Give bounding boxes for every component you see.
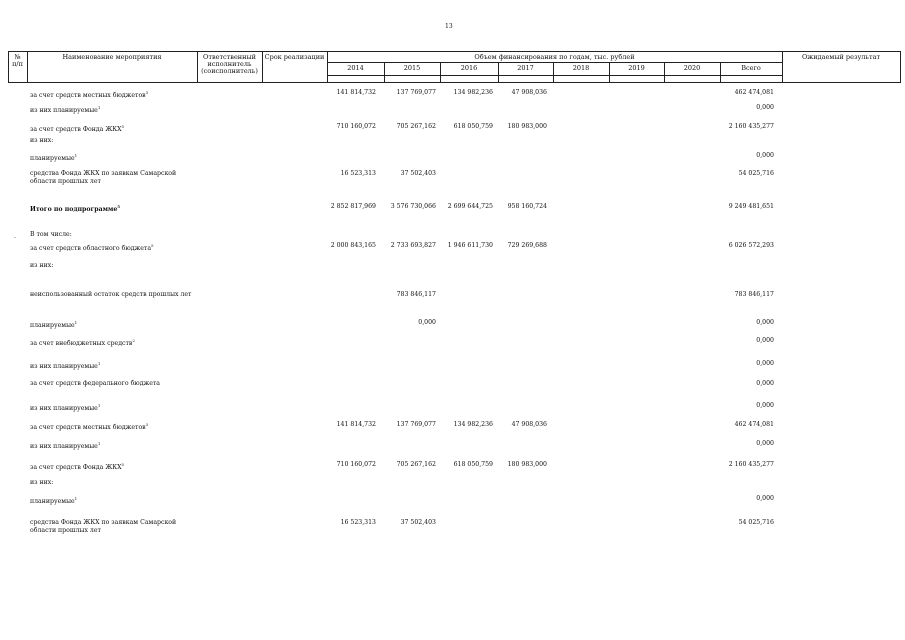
footnote-mark: 1 [97,403,101,408]
cell-v2015: 0,000 [418,319,436,326]
cell-v2014: 2 852 817,969 [330,203,376,210]
cell-total: 0,000 [756,152,774,159]
cell-total: 2 160 435,277 [728,461,774,468]
row-label-text: за счет средств Фонда ЖКХ [30,464,122,472]
row-label [30,479,195,487]
footnote-mark: 5 [117,204,121,209]
cell-total: 0,000 [756,495,774,502]
row-label [30,319,195,330]
row-label [30,231,195,239]
row-label-text: из них планируемые [30,443,98,451]
row-label [30,337,195,348]
row-label-text: средства Фонда ЖКХ по заявкам Самарской области прошлых лет [30,519,177,534]
cell-total: 783 846,117 [734,291,774,298]
row-label [30,461,195,472]
header-name: Наименование мероприятия [62,53,162,61]
year-2018: 2018 [572,64,590,72]
row-label-text: из них: [30,262,54,269]
cell-v2016: 134 982,236 [453,421,493,428]
row-label [30,104,195,115]
row-label [30,291,195,299]
row-label [30,380,195,388]
header-year-divider [327,62,782,63]
footnote-mark: 5 [121,462,125,467]
cell-total: 0,000 [756,104,774,111]
cell-total: 0,000 [756,337,774,344]
year-2020: 2020 [683,64,701,72]
row-label-text: из них: [30,479,54,486]
cell-v2015: 705 267,162 [396,123,436,130]
cell-total: 0,000 [756,319,774,326]
footnote-mark: 2 [132,338,135,343]
row-label-text: за счет внебюджетных средств [30,340,133,348]
row-label [30,519,195,535]
cell-total: 0,000 [756,380,774,387]
row-label [30,360,195,371]
row-label-text: планируемые [30,322,75,330]
cell-v2016: 618 050,759 [453,461,493,468]
cell-v2014: 16 523,313 [340,519,376,526]
cell-v2015: 37 502,403 [400,170,436,177]
row-label-text: за счет средств областного бюджета [30,245,152,253]
row-label [30,123,195,134]
cell-total: 6 026 572,293 [728,242,774,249]
row-label-text: за счет средств местных бюджетов [30,424,146,432]
header-responsible: Ответственный исполнитель (соисполнитель) [201,53,258,75]
page-number: 13 [445,23,453,30]
cell-v2015: 783 846,117 [396,291,436,298]
cell-v2014: 710 160,072 [336,461,376,468]
row-label [30,242,195,253]
row-label-text: из них планируемые [30,405,98,413]
row-label [30,89,195,100]
footnote-mark: 1 [97,441,101,446]
row-label-text: за счет средств местных бюджетов [30,92,146,100]
row-label-text: за счет средств федерального бюджета [30,380,160,387]
row-label [30,262,195,270]
cell-v2014: 141 814,732 [336,421,376,428]
cell-total: 0,000 [756,402,774,409]
cell-v2017: 180 983,000 [507,461,547,468]
cell-v2017: 47 908,036 [511,89,547,96]
cell-v2016: 1 946 611,730 [447,242,493,249]
cell-v2016: 2 699 644,725 [447,203,493,210]
cell-v2014: 141 814,732 [336,89,376,96]
year-2015: 2015 [403,64,421,72]
row-label [30,137,195,145]
row-label-text: из них: [30,137,54,144]
cell-total: 0,000 [756,360,774,367]
cell-v2015: 137 769,077 [396,89,436,96]
cell-v2015: 3 576 730,066 [390,203,436,210]
row-label [30,440,195,451]
row-label-text: неиспользованный остаток средств прошлых лет [30,291,192,298]
header-bottom-border [8,82,901,83]
cell-v2017: 47 908,036 [511,421,547,428]
row-label-text: планируемые [30,155,75,163]
row-label [30,402,195,413]
cell-v2017: 729 269,688 [507,242,547,249]
cell-v2014: 16 523,313 [340,170,376,177]
year-total: Всего [741,64,761,72]
footnote-mark: 1 [97,105,101,110]
cell-total: 54 025,716 [738,170,774,177]
row-label-text: В том числе: [30,231,72,238]
footnote-mark: 1 [74,496,78,501]
cell-total: 54 025,716 [738,519,774,526]
cell-v2016: 134 982,236 [453,89,493,96]
header-period: Срок реализации [264,53,325,61]
cell-v2014: 2 000 843,165 [330,242,376,249]
cell-v2015: 2 733 693,827 [390,242,436,249]
year-2017: 2017 [517,64,534,72]
cell-total: 0,000 [756,440,774,447]
header-funding: Объем финансирования по годам, тыс. рублей [474,53,635,61]
row-label-text: за счет средств Фонда ЖКХ [30,126,122,134]
row-bullet: . [14,233,16,240]
year-2016: 2016 [460,64,478,72]
cell-v2015: 137 769,077 [396,421,436,428]
cell-v2015: 37 502,403 [400,519,436,526]
row-label [30,170,195,186]
row-label [30,152,195,163]
footnote-mark: 5 [121,124,125,129]
footnote-mark: 3 [145,90,149,95]
row-label-text: Итого по подпрограмме [30,206,118,214]
cell-total: 462 474,081 [734,421,774,428]
header-num: № п/п [12,53,23,68]
row-label [30,421,195,432]
col-border [900,51,901,82]
cell-v2017: 180 983,000 [507,123,547,130]
cell-v2016: 618 050,759 [453,123,493,130]
row-label [30,495,195,506]
year-2019: 2019 [628,64,645,72]
header-result: Ожидаемый результат [801,53,881,61]
header-top-border [8,51,901,52]
footnote-mark: 1 [74,153,78,158]
cell-total: 9 249 481,651 [728,203,774,210]
cell-total: 2 160 435,277 [728,123,774,130]
row-label-text: из них планируемые [30,107,98,115]
footnote-mark: 1 [97,361,101,366]
row-label [30,203,195,214]
row-label-text: планируемые [30,498,75,506]
cell-v2014: 710 160,072 [336,123,376,130]
footnote-mark: 3 [145,422,149,427]
year-2014: 2014 [347,64,364,72]
cell-v2017: 958 160,724 [507,203,547,210]
row-label-text: из них планируемые [30,363,98,371]
cell-v2015: 705 267,162 [396,461,436,468]
footnote-mark: 5 [151,243,154,248]
year-row-bottom [327,75,782,76]
cell-total: 462 474,081 [734,89,774,96]
row-label-text: средства Фонда ЖКХ по заявкам Самарской области прошлых лет [30,170,177,185]
footnote-mark: 1 [74,320,78,325]
